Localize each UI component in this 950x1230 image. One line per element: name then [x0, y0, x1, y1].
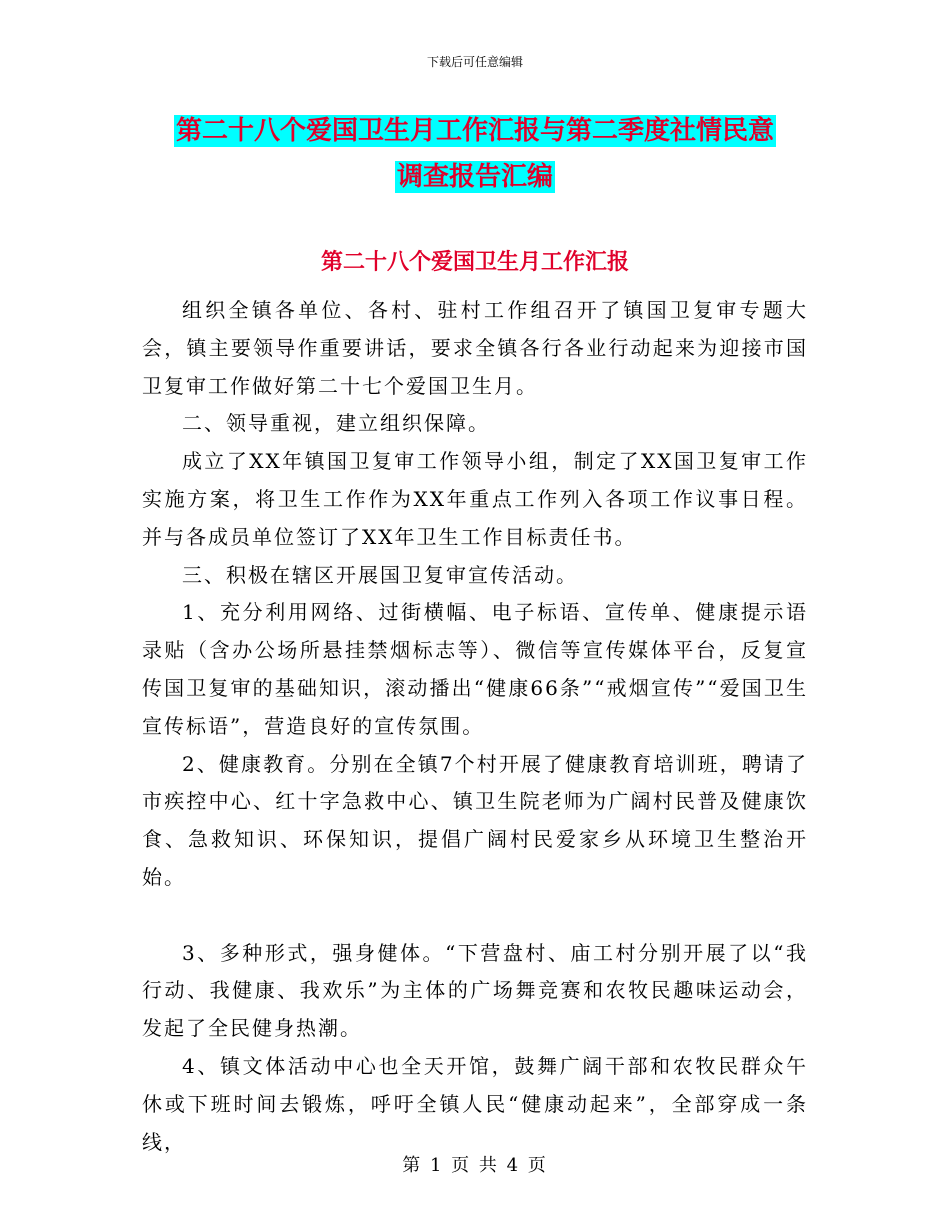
paragraph-6: 2、健康教育。分别在全镇7个村开展了健康教育培训班，聘请了市疾控中心、红十字急救中心、镇卫生院老师为广阔村民普及健康饮食、急救知识、环保知识，提倡广阔村民爱家乡从环境卫生整治开始。 [142, 751, 808, 889]
paragraph-4: 三、积极在辖区开展国卫复审宣传活动。 [182, 562, 578, 587]
body-text [142, 292, 808, 1161]
main-title-line-1: 第二十八个爱国卫生月工作汇报与第二季度社情民意 [175, 116, 774, 146]
paragraph-1: 组织全镇各单位、各村、驻村工作组召开了镇国卫复审专题大会，镇主要领导作重要讲话，要求全镇各行各业行动起来为迎接市国卫复审工作做好第二十七个爱国卫生月。 [142, 298, 808, 398]
main-title-line-2: 调查报告汇编 [396, 162, 553, 192]
main-title [140, 108, 810, 200]
header-note: 下载后可任意编辑 [426, 55, 523, 69]
paragraph-3: 成立了XX年镇国卫复审工作领导小组，制定了XX国卫复审工作实施方案，将卫生工作作为XX年重点工作列入各项工作议事日程。并与各成员单位签订了XX年卫生工作目标责任书。 [142, 449, 808, 549]
paragraph-7: 3、多种形式，强身健体。“下营盘村、庙工村分别开展了以“我行动、我健康、我欢乐”为主体的广场舞竞赛和农牧民趣味运动会，发起了全民健身热潮。 [142, 940, 808, 1041]
section-title: 第二十八个爱国卫生月工作汇报 [320, 250, 629, 275]
paragraph-5: 1、充分利用网络、过街横幅、电子标语、宣传单、健康提示语录贴（含办公场所悬挂禁烟标志等）、微信等宣传媒体平台，反复宣传国卫复审的基础知识，滚动播出“健康66条”“戒烟宣传”“爱国卫生宣传标语”，营造良好的宣传氛围。 [142, 600, 808, 738]
paragraph-2: 二、领导重视，建立组织保障。 [182, 411, 490, 436]
page-footer: 第 1 页 共 4 页 [402, 1155, 548, 1176]
paragraph-8: 4、镇文体活动中心也全天开馆，鼓舞广阔干部和农牧民群众午休或下班时间去锻炼，呼吁全镇人民“健康动起来”，全部穿成一条线， [142, 1053, 808, 1154]
